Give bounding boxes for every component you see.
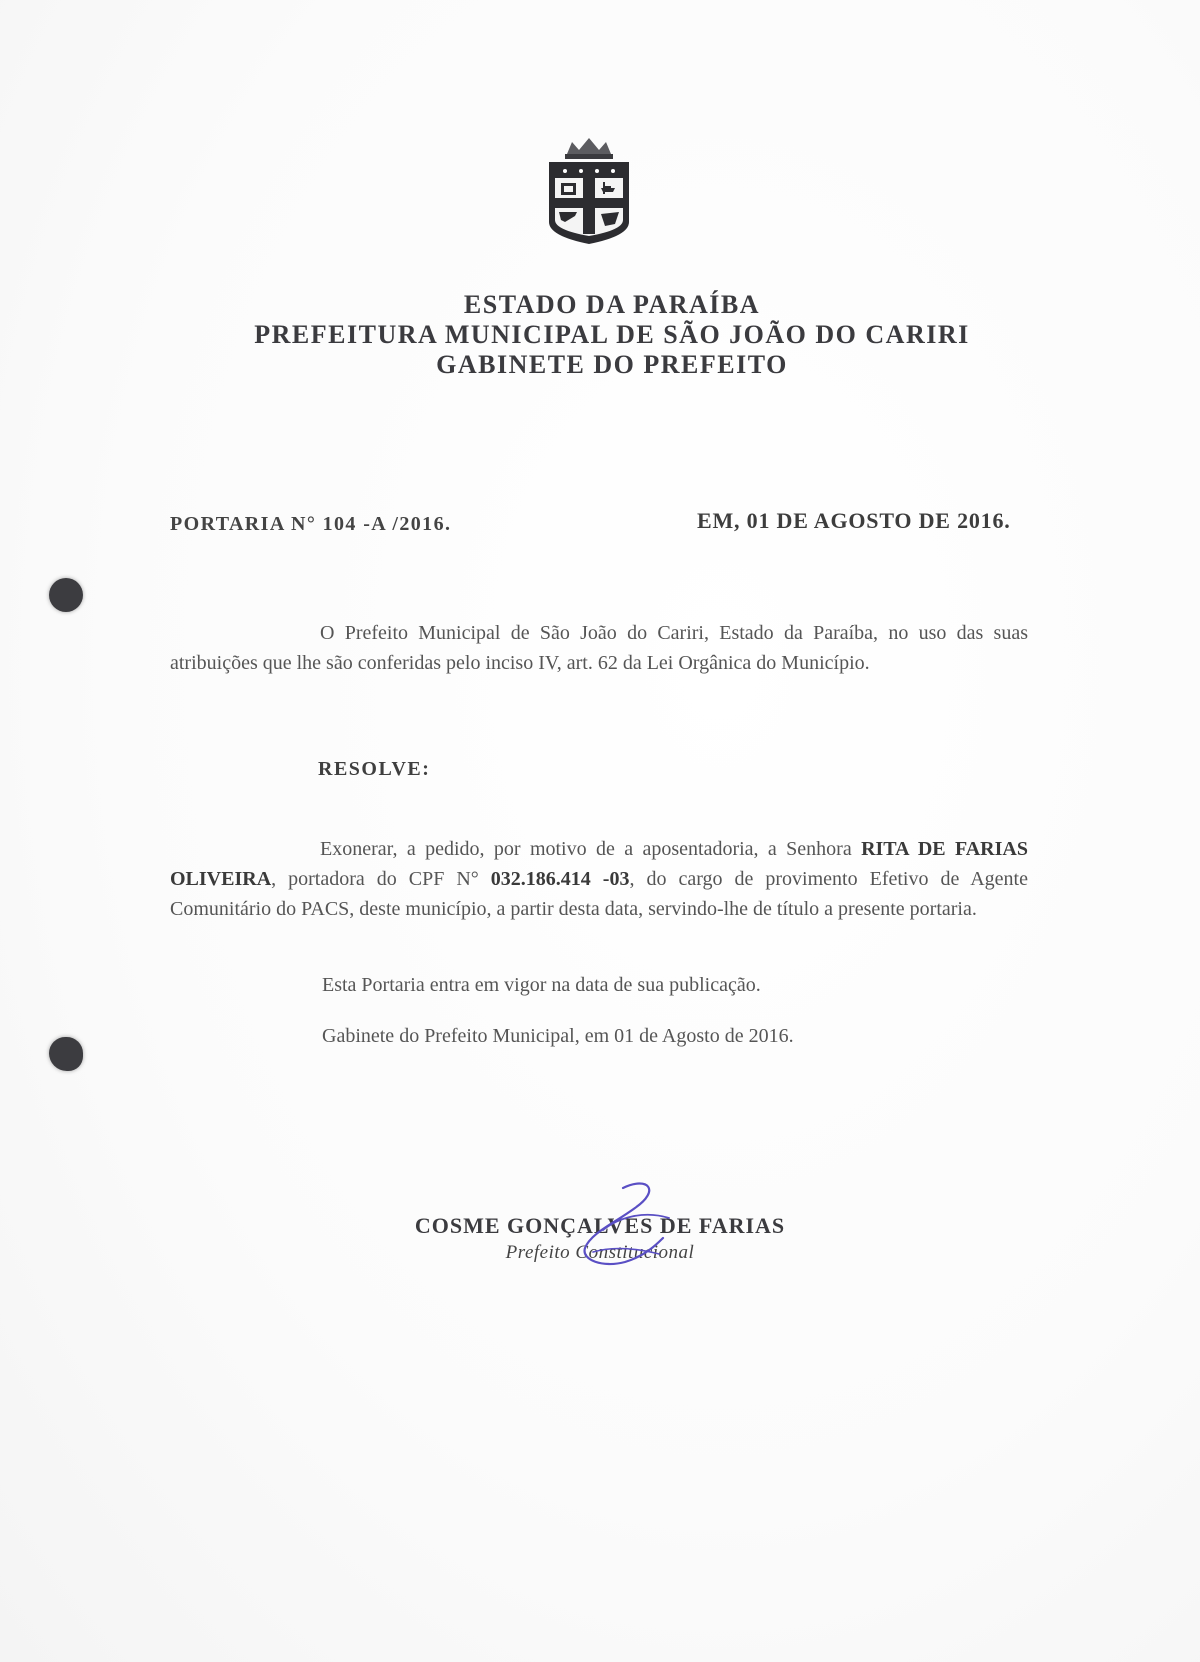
coat-of-arms-icon xyxy=(539,136,639,248)
punch-hole-bottom xyxy=(49,1037,83,1071)
handwritten-signature-icon xyxy=(573,1178,683,1278)
portaria-date: EM, 01 DE AGOSTO DE 2016. xyxy=(697,508,1011,533)
header-state: ESTADO DA PARAÍBA xyxy=(463,290,761,319)
vigor-statement: Esta Portaria entra em vigor na data de sua publicação. xyxy=(322,974,761,996)
employee-name: RITA DE FARIAS OLIVEIRA xyxy=(170,838,1028,890)
cpf-number: 032.186.414 -03 xyxy=(490,868,630,890)
header-prefecture: PREFEITURA MUNICIPAL DE SÃO JOÃO DO CARIRI xyxy=(254,320,970,349)
closing-statement: Gabinete do Prefeito Municipal, em 01 de Agosto de 2016. xyxy=(322,1025,794,1047)
header-cabinet: GABINETE DO PREFEITO xyxy=(436,350,788,379)
punch-hole-top xyxy=(49,578,83,612)
body-text-2: , portadora do CPF N° xyxy=(271,868,491,890)
preamble-paragraph: O Prefeito Municipal de São João do Cariri, Estado da Paraíba, no uso das suas atribuições que lhe são conferidas pelo inciso IV, art. 62 da Lei Orgânica do Município. xyxy=(170,622,1028,674)
signatory-title: Prefeito Constitucional xyxy=(505,1242,695,1263)
signatory-name: COSME GONÇALVES DE FARIAS xyxy=(414,1213,786,1238)
body-text-3: , do cargo de provimento Efetivo de Agente Comunitário do PACS, deste município, a partir desta data, servindo-lhe de título a presente portaria. xyxy=(170,868,1028,920)
resolve-label: RESOLVE: xyxy=(318,758,431,780)
body-text-1: Exonerar, a pedido, por motivo de a aposentadoria, a Senhora xyxy=(320,838,862,860)
body-paragraph xyxy=(170,834,1028,924)
portaria-number: PORTARIA N° 104 -A /2016. xyxy=(170,513,452,535)
